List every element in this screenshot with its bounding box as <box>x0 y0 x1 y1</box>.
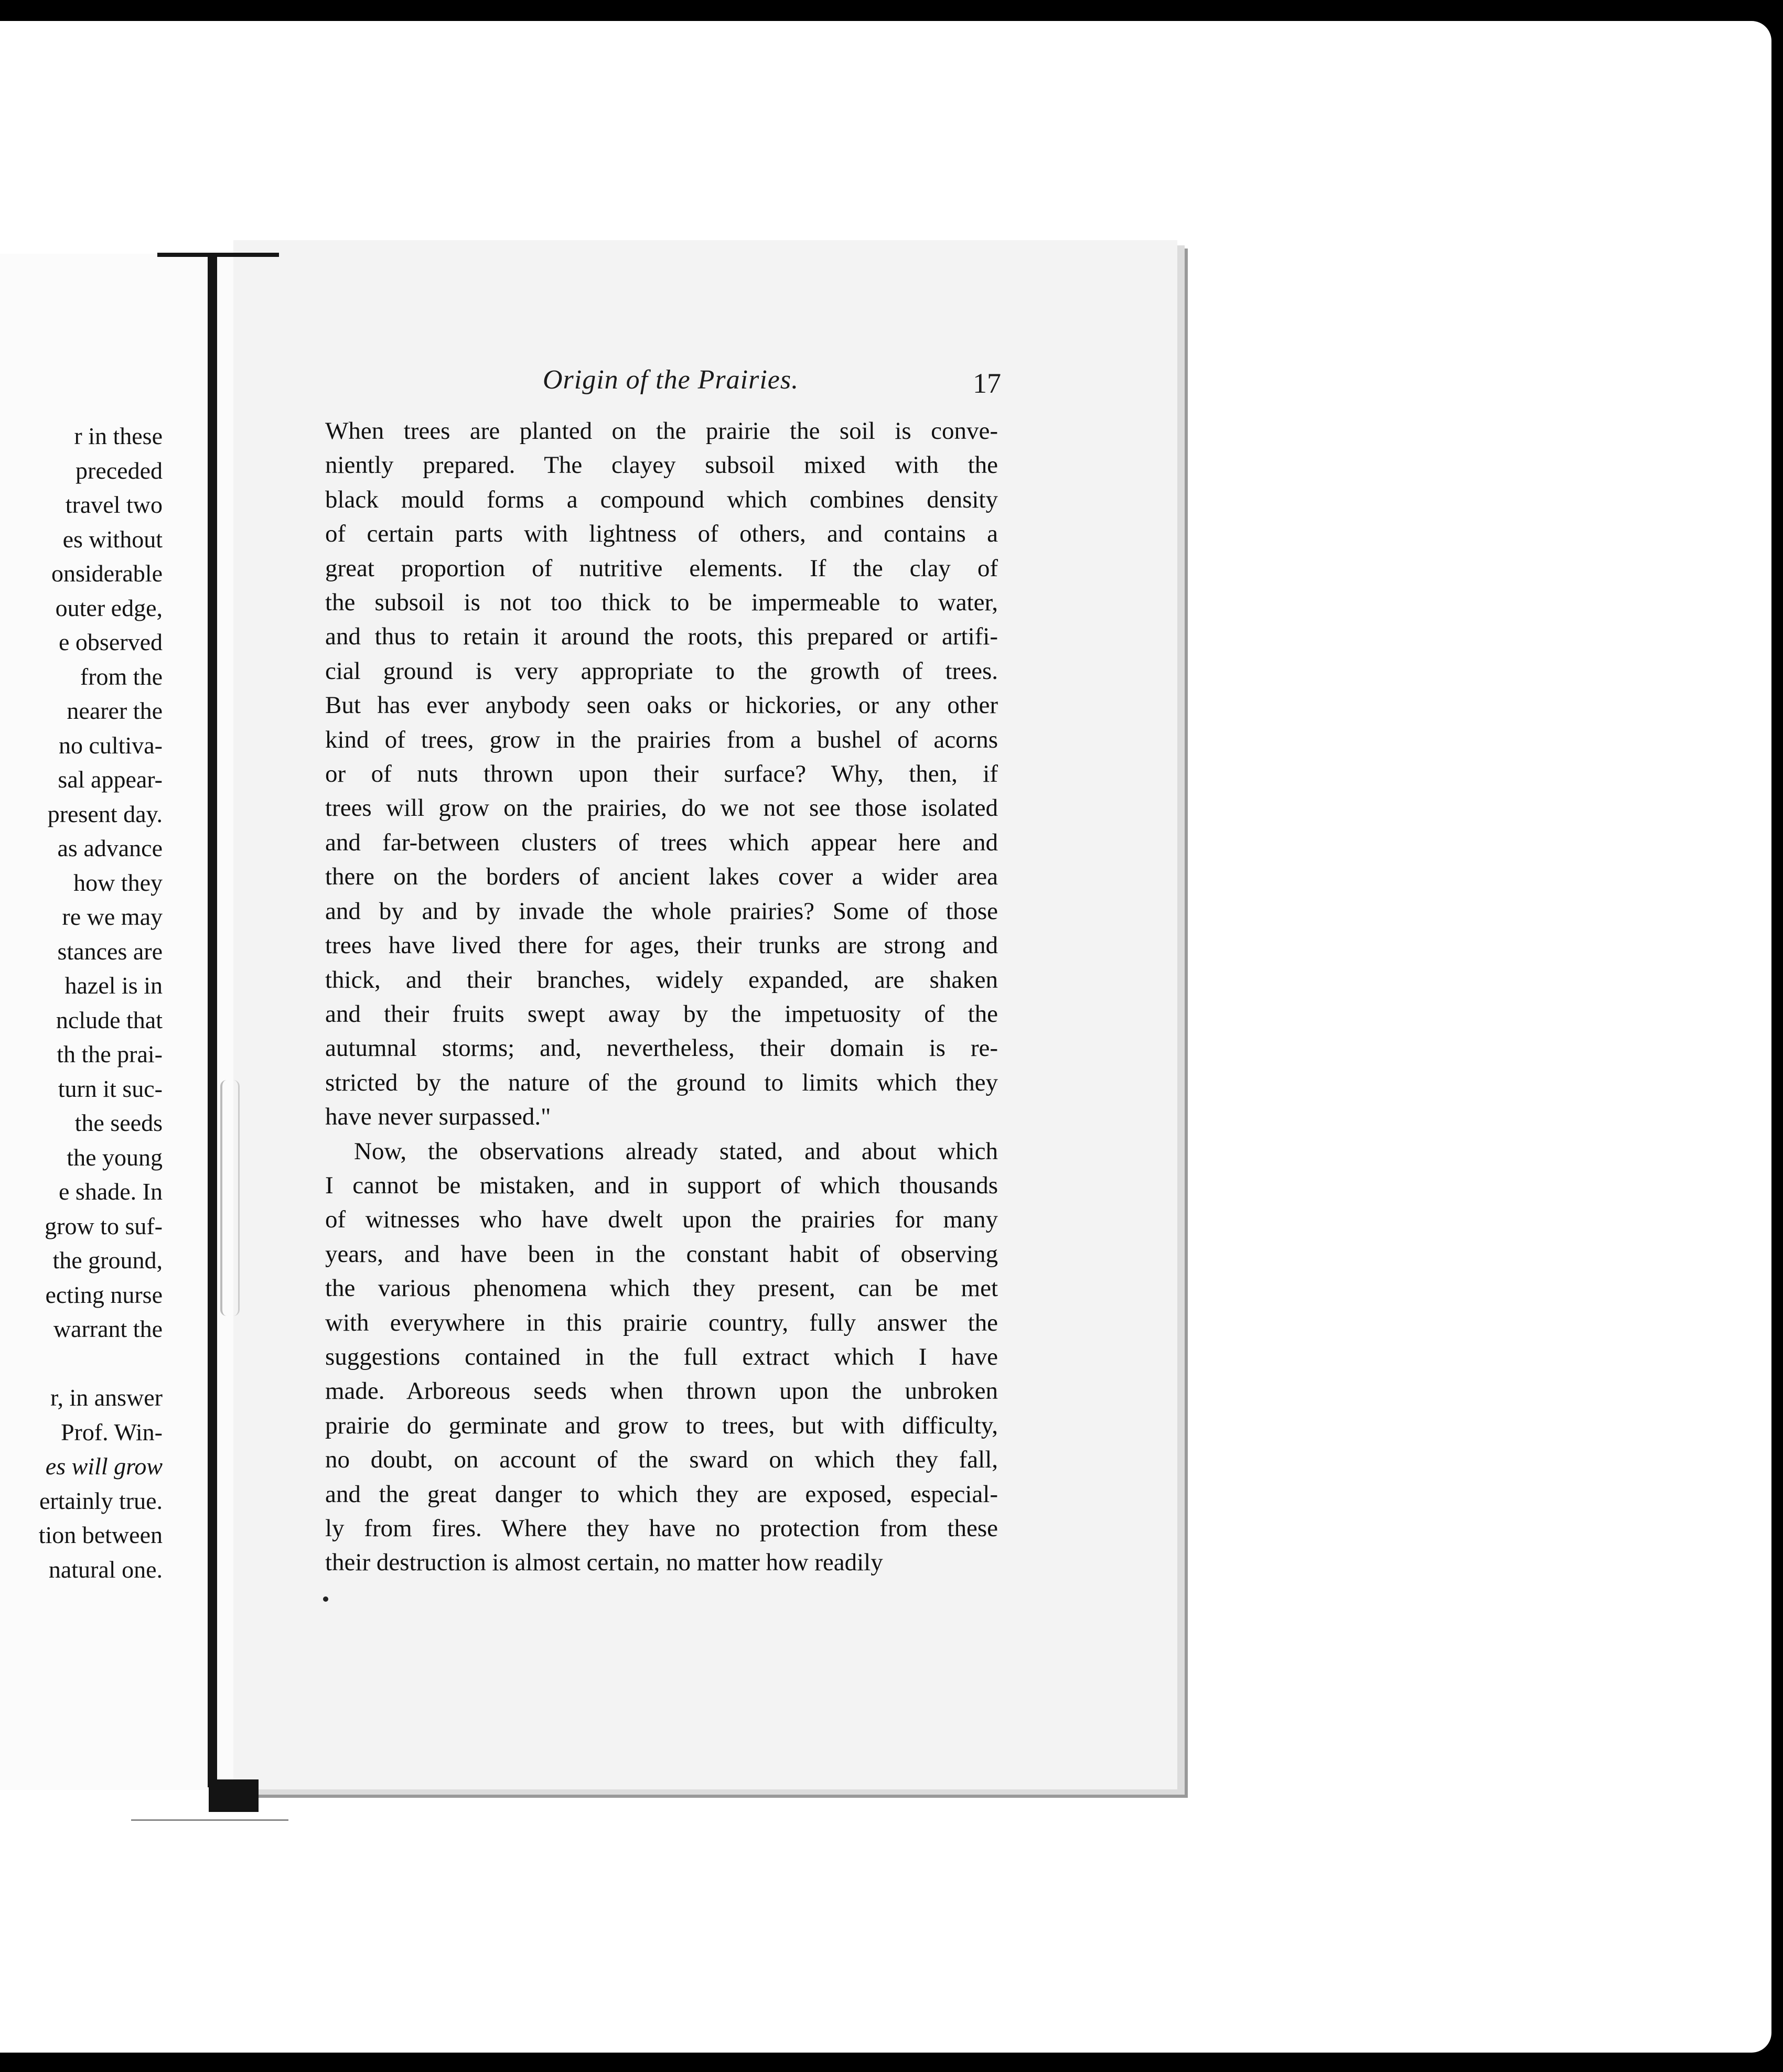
left-page-line: the seeds <box>74 1109 163 1136</box>
body-line: ly from fires. Where they have no protection from these <box>325 1515 998 1542</box>
body-line: trees will grow on the prairies, do we not see those isolated <box>325 794 998 822</box>
body-line: cial ground is very appropriate to the growth of trees. <box>325 657 998 685</box>
left-page-line: onsiderable <box>51 560 163 587</box>
binding-bottom-block <box>209 1779 259 1812</box>
body-line: the subsoil is not too thick to be impermeable to water, <box>325 589 998 617</box>
binding-top-edge <box>157 253 279 257</box>
left-page-line <box>0 1346 163 1381</box>
body-line: trees have lived there for ages, their trunks are strong and <box>325 932 998 959</box>
left-page-line: outer edge, <box>55 594 163 621</box>
left-page-line: natural one. <box>48 1556 163 1583</box>
body-line: thick, and their branches, widely expanded, are shaken <box>325 966 998 994</box>
body-line: and thus to retain it around the roots, this prepared or artifi- <box>325 623 998 651</box>
body-line: years, and have been in the constant habit of observing <box>325 1240 998 1268</box>
body-line: of witnesses who have dwelt upon the prairies for many <box>325 1206 998 1234</box>
body-line: But has ever anybody seen oaks or hickories, or any other <box>325 692 998 719</box>
body-line: suggestions contained in the full extract which I have <box>325 1343 998 1370</box>
left-page-line: travel two <box>65 491 163 518</box>
left-page-line: warrant the <box>53 1315 163 1342</box>
binding-gutter <box>208 254 217 1787</box>
body-line: stricted by the nature of the ground to limits which they <box>325 1069 998 1096</box>
running-head: Origin of the Prairies. <box>543 365 799 395</box>
body-line: and by and by invade the whole prairies? Some of those <box>325 897 998 925</box>
left-page-line: hazel is in <box>65 972 163 999</box>
body-line: Now, the observations already stated, and about which <box>354 1137 998 1165</box>
left-page-line: from the <box>80 663 163 690</box>
left-page-line: the young <box>67 1143 163 1171</box>
left-page-line: r, in answer <box>50 1384 163 1411</box>
left-page-line: es will grow <box>45 1453 163 1480</box>
body-line: the various phenomena which they present, can be met <box>325 1275 998 1302</box>
body-line: with everywhere in this prairie country, fully answer the <box>325 1309 998 1336</box>
body-line: niently prepared. The clayey subsoil mixed with the <box>325 451 998 479</box>
left-page-line: e observed <box>59 629 163 655</box>
left-page-line: turn it suc- <box>58 1075 163 1102</box>
left-page-line: sal appear- <box>58 766 163 793</box>
body-line: or of nuts thrown upon their surface? Why, then, if <box>325 760 998 788</box>
body-line: and their fruits swept away by the impetuosity of the <box>325 1000 998 1028</box>
left-page-line: the ground, <box>52 1247 163 1274</box>
left-page-text <box>0 419 163 1587</box>
left-page-line: th the prai- <box>57 1041 163 1067</box>
left-page-line: ertainly true. <box>39 1487 163 1514</box>
ink-speck <box>323 1596 328 1602</box>
body-line: and the great danger to which they are exposed, especial- <box>325 1480 998 1508</box>
left-page-line: present day. <box>47 800 163 827</box>
body-line: have never surpassed." <box>325 1103 551 1131</box>
body-line: of certain parts with lightness of others, and contains a <box>325 520 998 548</box>
left-page-line: tion between <box>38 1521 163 1548</box>
body-line: black mould forms a compound which combines density <box>325 485 998 513</box>
left-page-line: preceded <box>76 457 163 484</box>
left-page-line: how they <box>73 869 163 896</box>
body-line: kind of trees, grow in the prairies from a bushel of acorns <box>325 726 998 753</box>
left-page-line: es without <box>62 525 163 553</box>
left-page-line: as advance <box>57 835 163 861</box>
binding-bottom-edge <box>131 1819 288 1821</box>
body-line: made. Arboreous seeds when thrown upon the unbroken <box>325 1377 998 1405</box>
left-page-line: Prof. Win- <box>60 1418 163 1445</box>
binding-thread <box>220 1080 240 1316</box>
left-page-line: nearer the <box>67 697 163 724</box>
page-number: 17 <box>973 368 1001 399</box>
left-page-line: e shade. In <box>59 1178 163 1205</box>
body-line: I cannot be mistaken, and in support of which thousands <box>325 1171 998 1199</box>
body-line: and far-between clusters of trees which appear here and <box>325 828 998 856</box>
body-line: When trees are planted on the prairie the soil is conve- <box>325 417 998 445</box>
body-line: there on the borders of ancient lakes cover a wider area <box>325 863 998 891</box>
left-page-line: r in these <box>74 423 163 449</box>
body-line: no doubt, on account of the sward on which they fall, <box>325 1446 998 1474</box>
left-page-line: stances are <box>57 937 163 965</box>
body-text <box>325 414 998 1580</box>
left-page-line: re we may <box>62 903 163 930</box>
left-page-line: no cultiva- <box>59 731 163 759</box>
left-page <box>0 254 233 1790</box>
left-page-line: ecting nurse <box>45 1281 163 1308</box>
body-line: their destruction is almost certain, no matter how readily <box>325 1549 883 1577</box>
body-line: prairie do germinate and grow to trees, but with difficulty, <box>325 1411 998 1439</box>
body-line: autumnal storms; and, nevertheless, their domain is re- <box>325 1034 998 1062</box>
body-line: great proportion of nutritive elements. If the clay of <box>325 554 998 582</box>
left-page-line: nclude that <box>56 1006 163 1033</box>
left-page-line: grow to suf- <box>45 1212 163 1239</box>
